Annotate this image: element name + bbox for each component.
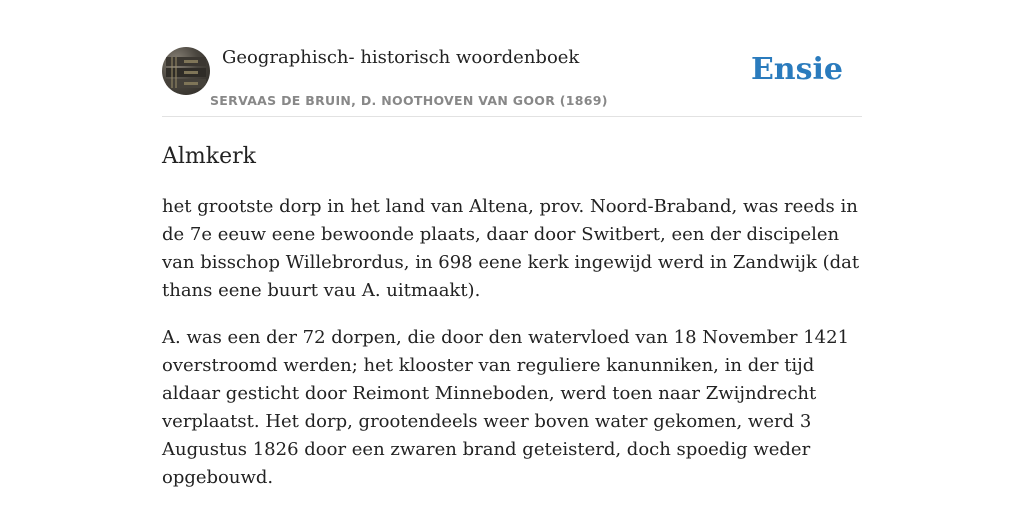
book-authors: SERVAAS DE BRUIN, D. NOOTHOVEN VAN GOOR (1869) xyxy=(210,93,608,108)
book-spines-icon xyxy=(162,47,210,95)
book-header xyxy=(162,46,862,117)
ensie-logo-link[interactable]: Ensie xyxy=(750,52,843,87)
page-container xyxy=(162,46,862,492)
entry-paragraph: het grootste dorp in het land van Altena, prov. Noord-Braband, was reeds in de 7e eeuw eene bewoonde plaats, daar door Switbert, een der discipelen van bisschop Willebrordus, in 698 eene kerk ingewijd werd in Zandwijk (dat thans eene buurt vau A. uitmaakt). xyxy=(162,196,860,301)
entry-title: Almkerk xyxy=(162,144,256,169)
book-cover-avatar[interactable] xyxy=(162,47,210,95)
entry-paragraph: A. was een der 72 dorpen, die door den watervloed van 18 November 1421 overstroomd werden; het klooster van reguliere kanunniken, in der tijd aldaar gesticht door Reimont Minneboden, werd toen naar Zwijndrecht verplaatst. Het dorp, grootendeels weer boven water gekomen, werd 3 Augustus 1826 door een zwaren brand geteisterd, doch spoedig weder opgebouwd. xyxy=(162,327,850,488)
book-title[interactable]: Geographisch- historisch woordenboek xyxy=(222,47,580,68)
